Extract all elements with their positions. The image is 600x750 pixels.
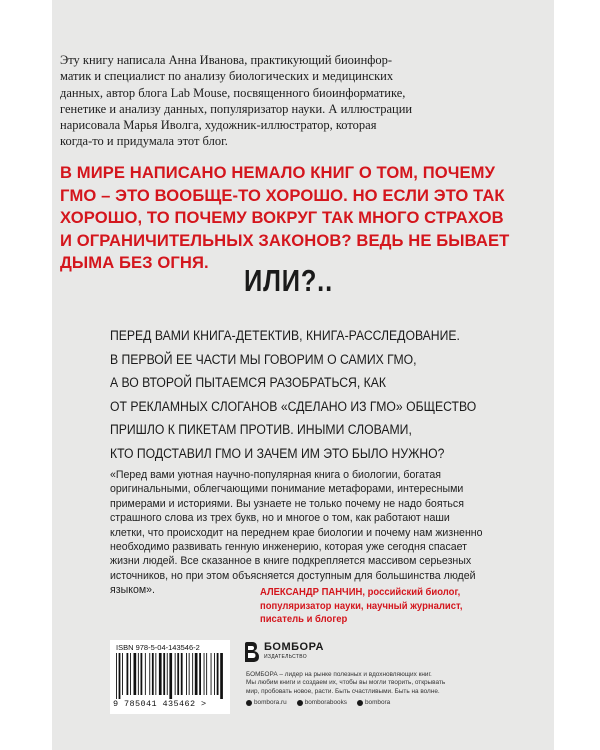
intro-line: когда-то и придумала этот блог. bbox=[60, 134, 228, 149]
author-line: писатель и блогер bbox=[260, 614, 348, 626]
author-line: АЛЕКСАНДР ПАНЧИН, российский биолог, bbox=[260, 587, 461, 598]
headline-line: ДЫМА БЕЗ ОГНЯ. bbox=[60, 253, 209, 272]
red-headline bbox=[60, 162, 510, 275]
social-label: bomborabooks bbox=[304, 699, 347, 706]
quote-line: источников, но при этом объясняется доступным для большинства людей bbox=[110, 569, 476, 582]
quote-line: клетки, что происходит на переднем крае биологии и почему нам жизненно bbox=[110, 526, 483, 539]
publisher-line: мир, пробовать новое, расти. Быть счастливыми. Быть на волне. bbox=[246, 687, 440, 695]
barcode-box bbox=[110, 640, 230, 714]
isbn-number: ISBN 978-5-04-143546-2 bbox=[116, 643, 200, 652]
blurb-line: ОТ РЕКЛАМНЫХ СЛОГАНОВ «СДЕЛАНО ИЗ ГМО» ОБЩЕСТВО bbox=[110, 398, 477, 415]
quote-line: жизни людей. Все сказанное в книге подкрепляется массивом серьезных bbox=[110, 555, 472, 568]
social-website[interactable] bbox=[246, 699, 287, 706]
blurb-line: ПЕРЕД ВАМИ КНИГА-ДЕТЕКТИВ, КНИГА-РАССЛЕДОВАНИЕ. bbox=[110, 328, 460, 344]
quote-line: страшного слова из трех букв, но и многое о том, как работают наши bbox=[110, 512, 450, 525]
intro-line: нарисовала Марья Иволга, художник-иллюстратор, которая bbox=[60, 118, 377, 133]
blurb-line: КТО ПОДСТАВИЛ ГМО И ЗАЧЕМ ИМ ЭТО БЫЛО НУЖНО? bbox=[110, 445, 445, 462]
blurb-line: А ВО ВТОРОЙ ПЫТАЕМСЯ РАЗОБРАТЬСЯ, КАК bbox=[110, 375, 386, 392]
author-line: популяризатор науки, научный журналист, bbox=[260, 600, 463, 612]
publisher-description bbox=[246, 671, 526, 696]
vk-icon bbox=[297, 700, 303, 706]
headline-line: В МИРЕ НАПИСАНО НЕМАЛО КНИГ О ТОМ, ПОЧЕМУ bbox=[60, 163, 496, 182]
quote-line: необходимо развивать генную инженерию, которая уже сегодня спасает bbox=[110, 541, 468, 554]
publisher-line: БОМБОРА – лидер на рынке полезных и вдохновляющих книг. bbox=[246, 671, 432, 678]
publisher-socials bbox=[246, 699, 390, 706]
author-intro bbox=[60, 52, 460, 150]
quote-line: языком». bbox=[110, 584, 155, 597]
intro-line: данных, автор блога Lab Mouse, посвященного биоинформатике, bbox=[60, 85, 406, 100]
telegram-icon bbox=[357, 700, 363, 706]
social-vk[interactable] bbox=[297, 699, 347, 706]
quote-line: «Перед вами уютная научно-популярная книга о биологии, богатая bbox=[110, 469, 442, 481]
headline-line: ХОРОШО, ТО ПОЧЕМУ ВОКРУГ ТАК МНОГО СТРАХОВ bbox=[60, 208, 504, 227]
ean-digits: 9 785041 435462 > bbox=[113, 699, 207, 709]
headline-line: И ОГРАНИЧИТЕЛЬНЫХ ЗАКОНОВ? ВЕДЬ НЕ БЫВАЕТ bbox=[60, 230, 510, 250]
headline-line: ГМО – ЭТО ВООБЩЕ-ТО ХОРОШО. НО ЕСЛИ ЭТО ТАК bbox=[60, 185, 505, 205]
social-label: bombora bbox=[364, 699, 391, 706]
publisher-brand: БОМБОРА bbox=[264, 641, 324, 653]
quote-line: оригинальными, облегчающими понимание метафорами, интересными bbox=[110, 483, 464, 496]
social-label: bombora.ru bbox=[254, 699, 287, 706]
blurb-line: ПРИШЛО К ПИКЕТАМ ПРОТИВ. ИНЫМИ СЛОВАМИ, bbox=[110, 422, 412, 439]
blurb-line: В ПЕРВОЙ ЕЕ ЧАСТИ МЫ ГОВОРИМ О САМИХ ГМО, bbox=[110, 351, 417, 368]
intro-line: матик и специалист по анализу биологических и медицинских bbox=[60, 69, 394, 84]
social-telegram[interactable] bbox=[357, 699, 390, 706]
ili-question: ИЛИ?.. bbox=[244, 263, 333, 298]
publisher-subtitle: ИЗДАТЕЛЬСТВО bbox=[264, 654, 307, 660]
quote-author bbox=[260, 586, 510, 627]
book-blurb bbox=[110, 325, 530, 467]
barcode-icon bbox=[114, 653, 226, 699]
intro-line: Эту книгу написала Анна Иванова, практикующий биоинфор- bbox=[60, 53, 393, 67]
intro-line: генетике и анализу данных, популяризатор науки. А иллюстрации bbox=[60, 101, 413, 116]
bombora-logo-icon bbox=[243, 640, 261, 664]
review-quote bbox=[110, 468, 530, 598]
publisher-line: Мы любим книги и создаем их, чтобы вы могли творить, открывать bbox=[246, 679, 446, 687]
globe-icon bbox=[246, 700, 252, 706]
quote-line: примерами и историями. Вы узнаете не только почему не надо бояться bbox=[110, 497, 464, 510]
